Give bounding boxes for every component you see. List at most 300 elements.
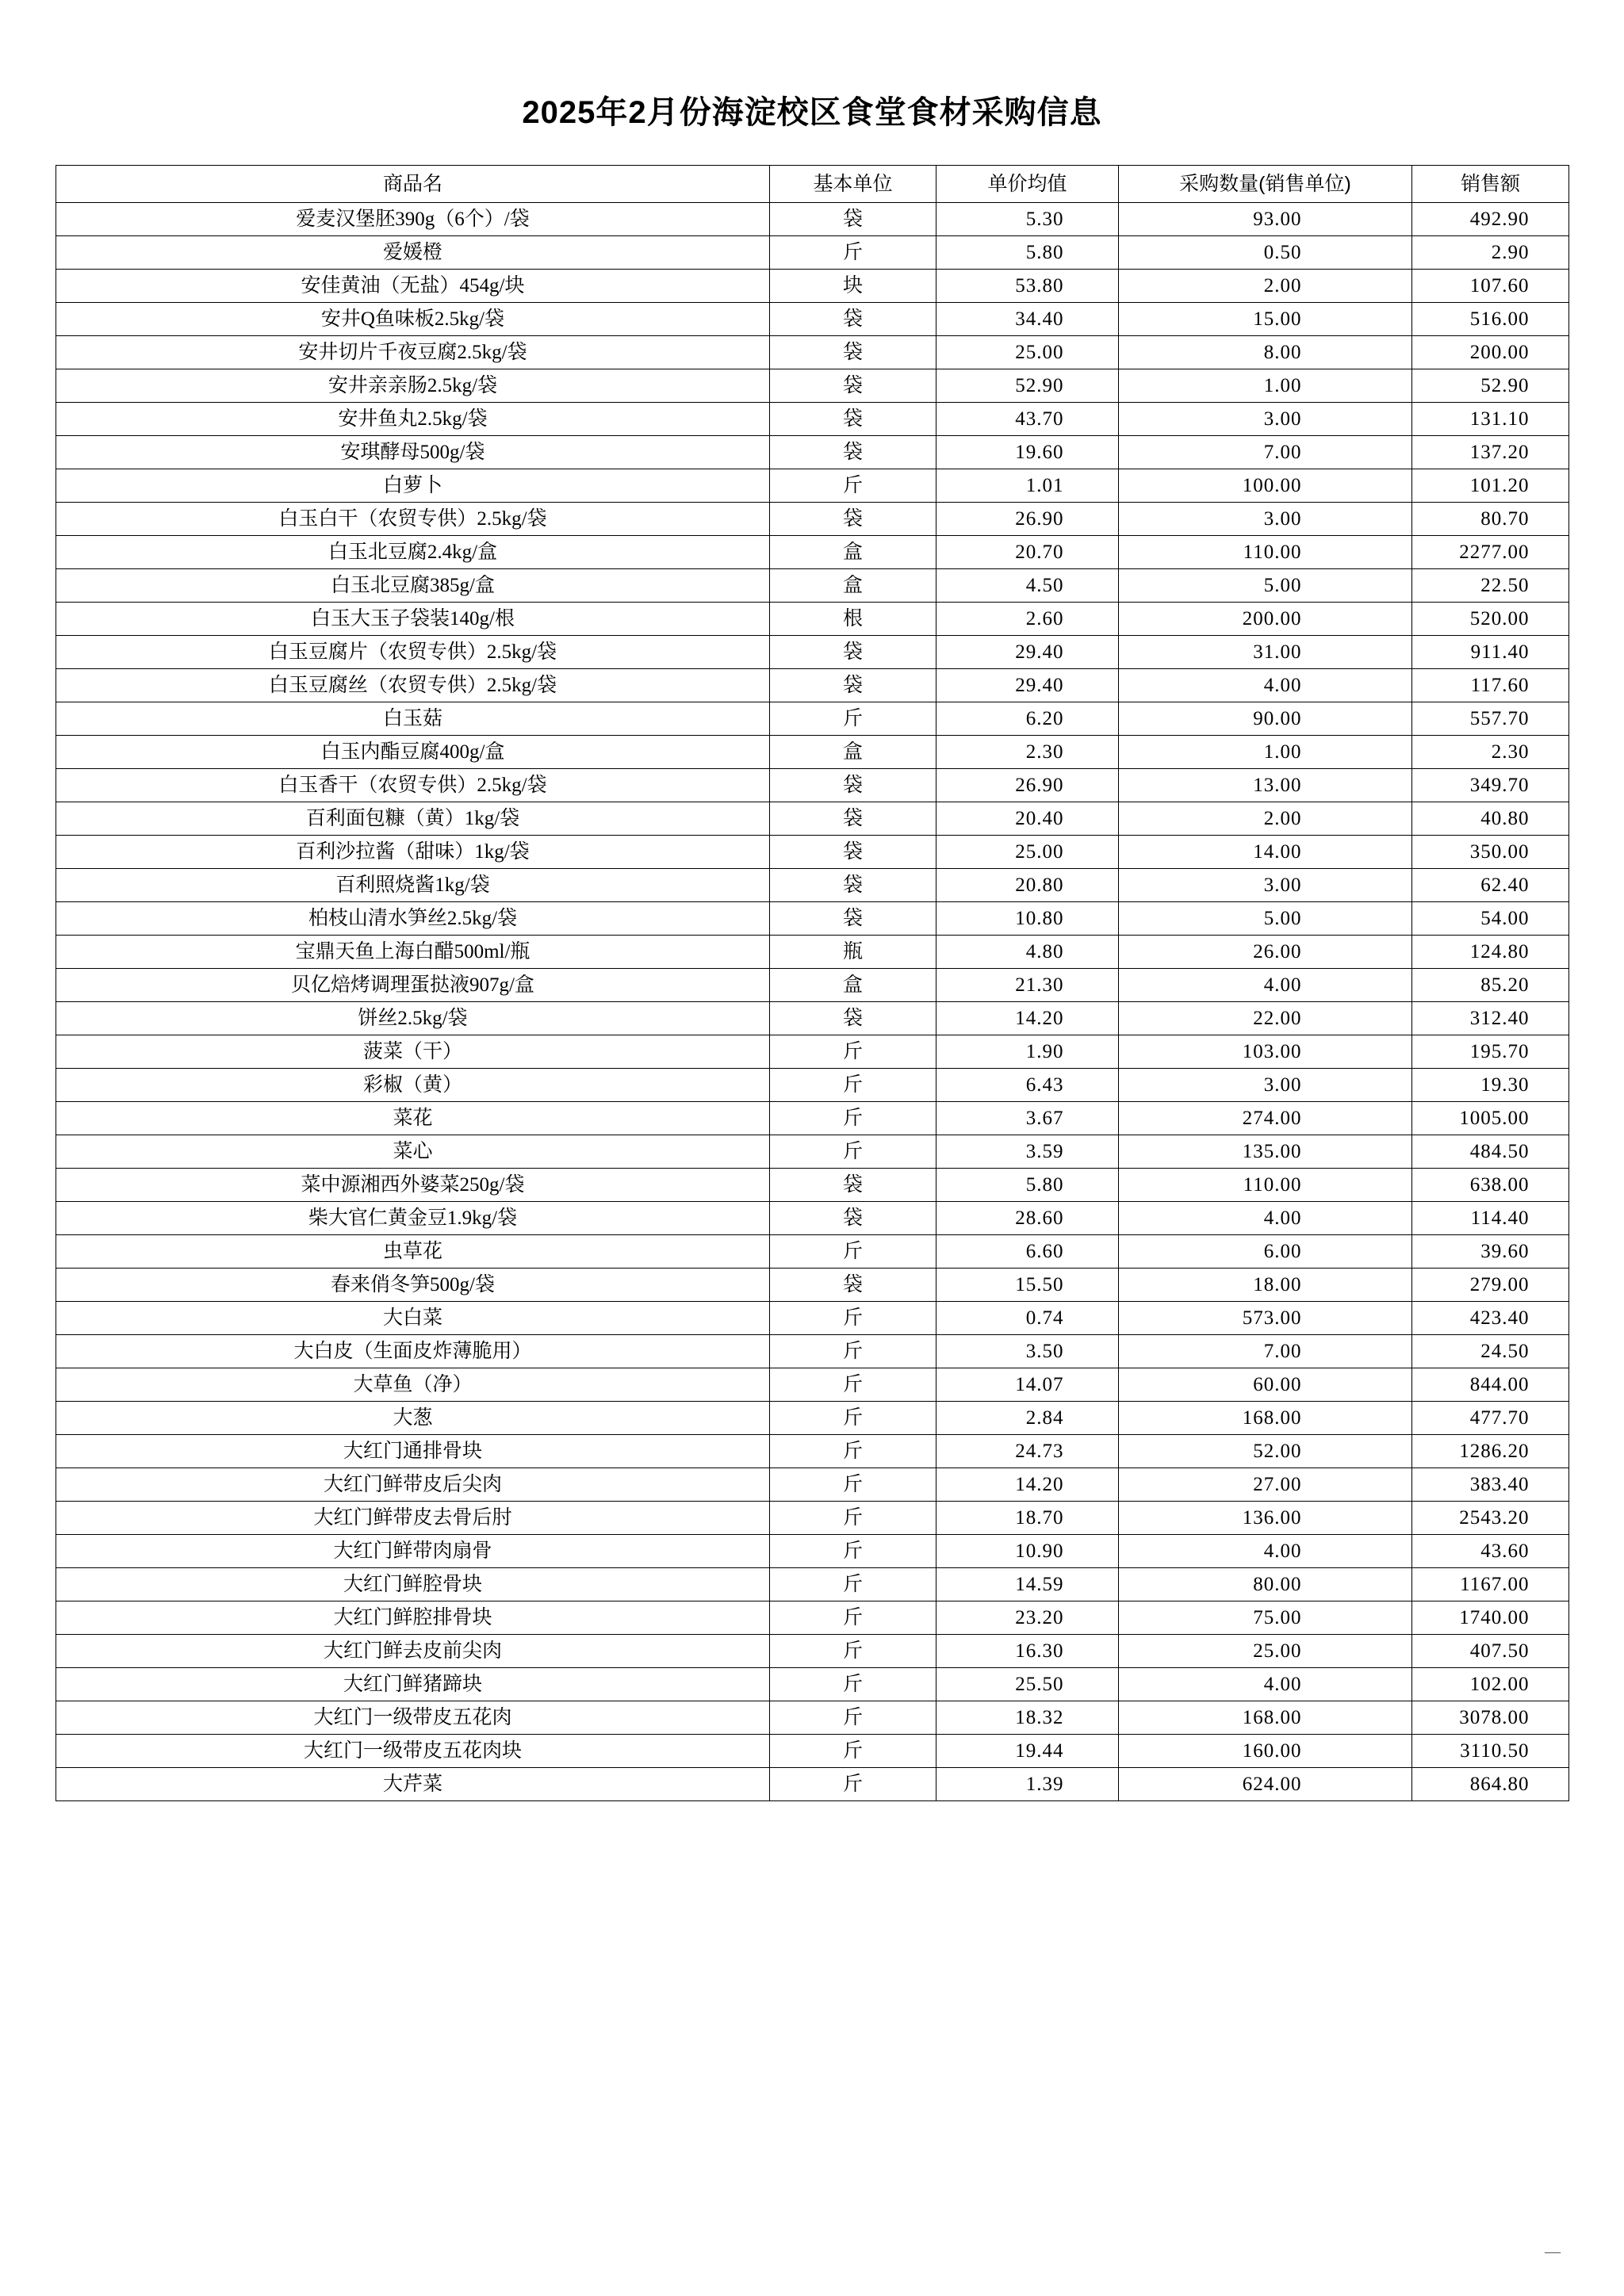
cell-quantity-value: 52.00 bbox=[1253, 1441, 1302, 1462]
table-row bbox=[56, 1035, 1569, 1069]
table-row bbox=[56, 536, 1569, 569]
table-row bbox=[56, 1735, 1569, 1768]
cell-unit: 袋 bbox=[770, 303, 936, 336]
cell-unit: 斤 bbox=[770, 236, 936, 270]
cell-amount-value: 638.00 bbox=[1469, 1174, 1530, 1196]
cell-unit-price bbox=[936, 1335, 1119, 1368]
cell-unit-price bbox=[936, 569, 1119, 603]
cell-amount-value: 1005.00 bbox=[1459, 1108, 1530, 1129]
cell-unit: 斤 bbox=[770, 1768, 936, 1801]
cell-quantity bbox=[1119, 203, 1412, 236]
cell-amount bbox=[1412, 1502, 1569, 1535]
cell-unit-price bbox=[936, 236, 1119, 270]
cell-unit-price bbox=[936, 503, 1119, 536]
cell-quantity-value: 1.00 bbox=[1263, 741, 1302, 763]
cell-unit: 袋 bbox=[770, 1269, 936, 1302]
cell-quantity bbox=[1119, 1035, 1412, 1069]
cell-product-name: 爱麦汉堡胚390g（6个）/袋 bbox=[56, 203, 770, 236]
cell-quantity-value: 100.00 bbox=[1242, 475, 1302, 496]
cell-amount-value: 117.60 bbox=[1470, 675, 1530, 696]
cell-unit: 斤 bbox=[770, 1402, 936, 1435]
cell-amount-value: 2543.20 bbox=[1459, 1507, 1530, 1529]
cell-amount-value: 107.60 bbox=[1469, 275, 1530, 297]
cell-product-name: 白玉北豆腐385g/盒 bbox=[56, 569, 770, 603]
cell-quantity bbox=[1119, 1668, 1412, 1701]
cell-unit-price-value: 1.39 bbox=[1025, 1774, 1064, 1795]
cell-quantity-value: 168.00 bbox=[1242, 1707, 1302, 1728]
page-footer-mark: — bbox=[1545, 2243, 1562, 2260]
cell-quantity-value: 624.00 bbox=[1242, 1774, 1302, 1795]
cell-product-name: 白玉北豆腐2.4kg/盒 bbox=[56, 536, 770, 569]
cell-product-name: 白玉白干（农贸专供）2.5kg/袋 bbox=[56, 503, 770, 536]
cell-unit-price bbox=[936, 336, 1119, 369]
cell-product-name: 大红门鲜猪蹄块 bbox=[56, 1668, 770, 1701]
cell-amount bbox=[1412, 303, 1569, 336]
cell-unit-price bbox=[936, 902, 1119, 936]
cell-product-name: 大红门一级带皮五花肉 bbox=[56, 1701, 770, 1735]
cell-unit: 袋 bbox=[770, 869, 936, 902]
cell-quantity-value: 110.00 bbox=[1243, 1174, 1302, 1196]
cell-quantity-value: 31.00 bbox=[1253, 641, 1302, 663]
cell-unit: 斤 bbox=[770, 1635, 936, 1668]
cell-quantity bbox=[1119, 270, 1412, 303]
cell-quantity-value: 135.00 bbox=[1242, 1141, 1302, 1162]
cell-amount bbox=[1412, 369, 1569, 403]
cell-unit: 斤 bbox=[770, 1701, 936, 1735]
cell-product-name: 大芹菜 bbox=[56, 1768, 770, 1801]
table-row bbox=[56, 1402, 1569, 1435]
cell-amount-value: 911.40 bbox=[1470, 641, 1530, 663]
cell-unit: 斤 bbox=[770, 1235, 936, 1269]
cell-unit-price-value: 28.60 bbox=[1015, 1207, 1064, 1229]
cell-unit: 斤 bbox=[770, 1435, 936, 1468]
table-row bbox=[56, 369, 1569, 403]
cell-quantity bbox=[1119, 603, 1412, 636]
cell-unit-price bbox=[936, 702, 1119, 736]
table-row bbox=[56, 1635, 1569, 1668]
cell-unit-price bbox=[936, 1135, 1119, 1169]
cell-quantity-value: 27.00 bbox=[1253, 1474, 1302, 1495]
cell-quantity bbox=[1119, 1402, 1412, 1435]
cell-amount bbox=[1412, 736, 1569, 769]
cell-product-name: 大红门鲜腔排骨块 bbox=[56, 1601, 770, 1635]
cell-quantity-value: 4.00 bbox=[1263, 1540, 1302, 1562]
table-row bbox=[56, 1435, 1569, 1468]
cell-quantity-value: 160.00 bbox=[1242, 1740, 1302, 1762]
cell-amount-value: 477.70 bbox=[1469, 1407, 1530, 1429]
table-row bbox=[56, 836, 1569, 869]
cell-unit: 盒 bbox=[770, 969, 936, 1002]
cell-amount bbox=[1412, 902, 1569, 936]
cell-amount bbox=[1412, 603, 1569, 636]
cell-unit-price-value: 29.40 bbox=[1015, 641, 1064, 663]
cell-product-name: 安井鱼丸2.5kg/袋 bbox=[56, 403, 770, 436]
cell-amount bbox=[1412, 1568, 1569, 1601]
cell-quantity-value: 5.00 bbox=[1263, 575, 1302, 596]
cell-unit-price-value: 14.20 bbox=[1015, 1008, 1064, 1029]
cell-amount-value: 1740.00 bbox=[1459, 1607, 1530, 1628]
cell-unit-price-value: 20.80 bbox=[1015, 874, 1064, 896]
cell-quantity bbox=[1119, 836, 1412, 869]
cell-amount-value: 520.00 bbox=[1469, 608, 1530, 629]
cell-unit-price-value: 14.07 bbox=[1015, 1374, 1064, 1395]
cell-amount bbox=[1412, 1102, 1569, 1135]
cell-quantity bbox=[1119, 1502, 1412, 1535]
cell-amount-value: 279.00 bbox=[1469, 1274, 1530, 1295]
cell-amount-value: 350.00 bbox=[1469, 841, 1530, 863]
cell-unit-price-value: 6.60 bbox=[1025, 1241, 1064, 1262]
cell-quantity-value: 573.00 bbox=[1242, 1307, 1302, 1329]
cell-product-name: 白玉豆腐丝（农贸专供）2.5kg/袋 bbox=[56, 669, 770, 702]
cell-product-name: 白玉菇 bbox=[56, 702, 770, 736]
cell-amount bbox=[1412, 1435, 1569, 1468]
cell-quantity-value: 14.00 bbox=[1253, 841, 1302, 863]
table-row bbox=[56, 702, 1569, 736]
cell-amount bbox=[1412, 1235, 1569, 1269]
cell-product-name: 安佳黄油（无盐）454g/块 bbox=[56, 270, 770, 303]
cell-quantity bbox=[1119, 1135, 1412, 1169]
cell-amount bbox=[1412, 836, 1569, 869]
cell-unit: 袋 bbox=[770, 636, 936, 669]
cell-amount bbox=[1412, 1601, 1569, 1635]
cell-amount bbox=[1412, 1335, 1569, 1368]
table-row bbox=[56, 1668, 1569, 1701]
cell-unit-price-value: 29.40 bbox=[1015, 675, 1064, 696]
cell-amount bbox=[1412, 1468, 1569, 1502]
table-row bbox=[56, 1202, 1569, 1235]
cell-amount bbox=[1412, 1701, 1569, 1735]
cell-quantity bbox=[1119, 869, 1412, 902]
cell-product-name: 饼丝2.5kg/袋 bbox=[56, 1002, 770, 1035]
cell-amount-value: 383.40 bbox=[1469, 1474, 1530, 1495]
cell-unit-price bbox=[936, 1635, 1119, 1668]
cell-amount-value: 114.40 bbox=[1470, 1207, 1530, 1229]
cell-unit: 袋 bbox=[770, 902, 936, 936]
table-row bbox=[56, 1102, 1569, 1135]
cell-amount-value: 137.20 bbox=[1469, 442, 1530, 463]
cell-unit-price-value: 19.44 bbox=[1015, 1740, 1064, 1762]
column-header-name: 商品名 bbox=[56, 166, 770, 203]
cell-quantity bbox=[1119, 802, 1412, 836]
cell-unit: 袋 bbox=[770, 369, 936, 403]
cell-quantity bbox=[1119, 769, 1412, 802]
cell-unit-price-value: 6.20 bbox=[1025, 708, 1064, 729]
cell-amount-value: 3110.50 bbox=[1460, 1740, 1530, 1762]
cell-amount bbox=[1412, 1069, 1569, 1102]
table-header-row bbox=[56, 166, 1569, 203]
cell-unit-price bbox=[936, 1435, 1119, 1468]
cell-quantity bbox=[1119, 1468, 1412, 1502]
cell-product-name: 彩椒（黄） bbox=[56, 1069, 770, 1102]
purchase-table bbox=[56, 165, 1569, 1801]
cell-quantity-value: 2.00 bbox=[1263, 808, 1302, 829]
cell-quantity-value: 168.00 bbox=[1242, 1407, 1302, 1429]
cell-unit: 袋 bbox=[770, 836, 936, 869]
table-row bbox=[56, 303, 1569, 336]
table-row bbox=[56, 503, 1569, 536]
cell-quantity bbox=[1119, 736, 1412, 769]
cell-quantity bbox=[1119, 1302, 1412, 1335]
cell-unit-price-value: 53.80 bbox=[1015, 275, 1064, 297]
cell-product-name: 爱媛橙 bbox=[56, 236, 770, 270]
cell-quantity-value: 136.00 bbox=[1242, 1507, 1302, 1529]
cell-amount bbox=[1412, 1402, 1569, 1435]
cell-product-name: 宝鼎天鱼上海白醋500ml/瓶 bbox=[56, 936, 770, 969]
cell-product-name: 大红门鲜带皮去骨后肘 bbox=[56, 1502, 770, 1535]
cell-unit: 袋 bbox=[770, 436, 936, 469]
cell-quantity-value: 13.00 bbox=[1253, 775, 1302, 796]
cell-amount-value: 1167.00 bbox=[1460, 1574, 1530, 1595]
cell-unit-price-value: 0.74 bbox=[1025, 1307, 1064, 1329]
cell-unit-price-value: 24.73 bbox=[1015, 1441, 1064, 1462]
cell-unit: 袋 bbox=[770, 203, 936, 236]
cell-unit: 斤 bbox=[770, 1302, 936, 1335]
cell-amount-value: 22.50 bbox=[1480, 575, 1530, 596]
page-title: 2025年2月份海淀校区食堂食材采购信息 bbox=[522, 95, 1102, 130]
cell-unit-price-value: 5.30 bbox=[1025, 209, 1064, 230]
cell-unit-price bbox=[936, 1368, 1119, 1402]
table-row bbox=[56, 469, 1569, 503]
table-row bbox=[56, 669, 1569, 702]
cell-quantity bbox=[1119, 1768, 1412, 1801]
cell-unit: 块 bbox=[770, 270, 936, 303]
cell-quantity bbox=[1119, 303, 1412, 336]
cell-product-name: 大红门鲜腔骨块 bbox=[56, 1568, 770, 1601]
cell-amount-value: 40.80 bbox=[1480, 808, 1530, 829]
cell-quantity-value: 7.00 bbox=[1263, 442, 1302, 463]
cell-unit-price-value: 5.80 bbox=[1025, 1174, 1064, 1196]
cell-unit: 袋 bbox=[770, 1002, 936, 1035]
cell-unit-price-value: 25.00 bbox=[1015, 342, 1064, 363]
cell-unit: 袋 bbox=[770, 336, 936, 369]
cell-unit-price bbox=[936, 636, 1119, 669]
cell-quantity bbox=[1119, 1601, 1412, 1635]
cell-amount-value: 54.00 bbox=[1480, 908, 1530, 929]
cell-amount-value: 52.90 bbox=[1480, 375, 1530, 396]
cell-amount-value: 200.00 bbox=[1469, 342, 1530, 363]
cell-quantity bbox=[1119, 969, 1412, 1002]
cell-product-name: 白玉内酯豆腐400g/盒 bbox=[56, 736, 770, 769]
cell-unit-price-value: 14.20 bbox=[1015, 1474, 1064, 1495]
table-row bbox=[56, 1269, 1569, 1302]
cell-amount-value: 516.00 bbox=[1469, 308, 1530, 330]
cell-quantity bbox=[1119, 1002, 1412, 1035]
table-row bbox=[56, 1468, 1569, 1502]
cell-unit-price-value: 19.60 bbox=[1015, 442, 1064, 463]
cell-quantity-value: 60.00 bbox=[1253, 1374, 1302, 1395]
cell-unit-price-value: 4.50 bbox=[1025, 575, 1064, 596]
table-row bbox=[56, 1169, 1569, 1202]
cell-quantity-value: 15.00 bbox=[1253, 308, 1302, 330]
cell-unit-price bbox=[936, 1701, 1119, 1735]
cell-unit: 盒 bbox=[770, 569, 936, 603]
table-header bbox=[56, 166, 1569, 203]
cell-unit: 袋 bbox=[770, 1169, 936, 1202]
cell-unit-price bbox=[936, 802, 1119, 836]
cell-unit-price-value: 23.20 bbox=[1015, 1607, 1064, 1628]
cell-unit-price bbox=[936, 403, 1119, 436]
cell-unit-price-value: 18.70 bbox=[1015, 1507, 1064, 1529]
cell-unit-price bbox=[936, 369, 1119, 403]
cell-quantity-value: 0.50 bbox=[1263, 242, 1302, 263]
cell-product-name: 菜花 bbox=[56, 1102, 770, 1135]
table-row bbox=[56, 603, 1569, 636]
cell-amount bbox=[1412, 869, 1569, 902]
cell-unit-price bbox=[936, 1235, 1119, 1269]
cell-product-name: 大红门鲜带肉扇骨 bbox=[56, 1535, 770, 1568]
cell-unit-price-value: 25.50 bbox=[1015, 1674, 1064, 1695]
cell-amount bbox=[1412, 1668, 1569, 1701]
cell-unit-price bbox=[936, 436, 1119, 469]
cell-amount bbox=[1412, 1035, 1569, 1069]
cell-unit: 斤 bbox=[770, 469, 936, 503]
cell-amount bbox=[1412, 1735, 1569, 1768]
cell-unit-price bbox=[936, 1002, 1119, 1035]
cell-product-name: 大白皮（生面皮炸薄脆用） bbox=[56, 1335, 770, 1368]
cell-unit: 斤 bbox=[770, 1468, 936, 1502]
cell-product-name: 百利照烧酱1kg/袋 bbox=[56, 869, 770, 902]
cell-product-name: 大红门鲜带皮后尖肉 bbox=[56, 1468, 770, 1502]
cell-unit-price-value: 18.32 bbox=[1015, 1707, 1064, 1728]
cell-product-name: 大葱 bbox=[56, 1402, 770, 1435]
cell-product-name: 虫草花 bbox=[56, 1235, 770, 1269]
cell-unit: 斤 bbox=[770, 1368, 936, 1402]
cell-unit-price bbox=[936, 1502, 1119, 1535]
cell-unit-price bbox=[936, 1735, 1119, 1768]
table-row bbox=[56, 1135, 1569, 1169]
table-row bbox=[56, 1535, 1569, 1568]
cell-amount-value: 844.00 bbox=[1469, 1374, 1530, 1395]
cell-amount bbox=[1412, 469, 1569, 503]
table-row bbox=[56, 869, 1569, 902]
column-header-unit: 基本单位 bbox=[770, 166, 936, 203]
cell-amount bbox=[1412, 802, 1569, 836]
cell-amount bbox=[1412, 936, 1569, 969]
cell-product-name: 菜心 bbox=[56, 1135, 770, 1169]
cell-amount bbox=[1412, 436, 1569, 469]
cell-amount bbox=[1412, 1768, 1569, 1801]
table-row bbox=[56, 802, 1569, 836]
cell-product-name: 大草鱼（净） bbox=[56, 1368, 770, 1402]
cell-unit: 斤 bbox=[770, 702, 936, 736]
cell-amount bbox=[1412, 203, 1569, 236]
cell-quantity-value: 7.00 bbox=[1263, 1341, 1302, 1362]
cell-unit-price-value: 20.40 bbox=[1015, 808, 1064, 829]
cell-unit-price-value: 2.30 bbox=[1025, 741, 1064, 763]
cell-amount-value: 2.90 bbox=[1491, 242, 1530, 263]
cell-unit-price-value: 3.50 bbox=[1025, 1341, 1064, 1362]
cell-product-name: 百利沙拉酱（甜味）1kg/袋 bbox=[56, 836, 770, 869]
cell-unit-price bbox=[936, 270, 1119, 303]
cell-amount-value: 1286.20 bbox=[1459, 1441, 1530, 1462]
cell-unit-price-value: 10.80 bbox=[1015, 908, 1064, 929]
cell-quantity-value: 75.00 bbox=[1253, 1607, 1302, 1628]
cell-quantity-value: 4.00 bbox=[1263, 1674, 1302, 1695]
cell-amount bbox=[1412, 270, 1569, 303]
cell-amount bbox=[1412, 1368, 1569, 1402]
cell-unit: 瓶 bbox=[770, 936, 936, 969]
table-row bbox=[56, 1069, 1569, 1102]
cell-amount-value: 102.00 bbox=[1469, 1674, 1530, 1695]
cell-unit-price-value: 52.90 bbox=[1015, 375, 1064, 396]
cell-unit: 斤 bbox=[770, 1535, 936, 1568]
cell-unit-price bbox=[936, 669, 1119, 702]
cell-unit-price bbox=[936, 1169, 1119, 1202]
cell-quantity bbox=[1119, 1701, 1412, 1735]
cell-amount-value: 101.20 bbox=[1469, 475, 1530, 496]
table-row bbox=[56, 336, 1569, 369]
cell-quantity bbox=[1119, 902, 1412, 936]
cell-amount bbox=[1412, 769, 1569, 802]
cell-unit: 斤 bbox=[770, 1568, 936, 1601]
cell-quantity bbox=[1119, 1535, 1412, 1568]
cell-unit: 斤 bbox=[770, 1035, 936, 1069]
table-row bbox=[56, 1568, 1569, 1601]
cell-amount-value: 124.80 bbox=[1469, 941, 1530, 962]
cell-unit-price-value: 25.00 bbox=[1015, 841, 1064, 863]
cell-product-name: 安井切片千夜豆腐2.5kg/袋 bbox=[56, 336, 770, 369]
cell-unit-price bbox=[936, 469, 1119, 503]
cell-product-name: 安琪酵母500g/袋 bbox=[56, 436, 770, 469]
table-row bbox=[56, 403, 1569, 436]
table-row bbox=[56, 1235, 1569, 1269]
cell-quantity bbox=[1119, 1235, 1412, 1269]
cell-quantity-value: 8.00 bbox=[1263, 342, 1302, 363]
cell-quantity bbox=[1119, 1269, 1412, 1302]
cell-unit-price bbox=[936, 1535, 1119, 1568]
cell-unit: 袋 bbox=[770, 503, 936, 536]
cell-product-name: 白玉豆腐片（农贸专供）2.5kg/袋 bbox=[56, 636, 770, 669]
cell-product-name: 春来俏冬笋500g/袋 bbox=[56, 1269, 770, 1302]
table-row bbox=[56, 1502, 1569, 1535]
cell-quantity-value: 200.00 bbox=[1242, 608, 1302, 629]
cell-unit-price-value: 43.70 bbox=[1015, 408, 1064, 430]
table-row bbox=[56, 1302, 1569, 1335]
cell-amount-value: 423.40 bbox=[1469, 1307, 1530, 1329]
cell-amount-value: 39.60 bbox=[1480, 1241, 1530, 1262]
cell-quantity-value: 22.00 bbox=[1253, 1008, 1302, 1029]
cell-quantity bbox=[1119, 1102, 1412, 1135]
cell-quantity bbox=[1119, 236, 1412, 270]
cell-unit-price bbox=[936, 836, 1119, 869]
cell-unit-price-value: 3.59 bbox=[1025, 1141, 1064, 1162]
table-row bbox=[56, 1368, 1569, 1402]
cell-amount bbox=[1412, 1002, 1569, 1035]
cell-amount bbox=[1412, 969, 1569, 1002]
cell-unit: 斤 bbox=[770, 1335, 936, 1368]
cell-product-name: 百利面包糠（黄）1kg/袋 bbox=[56, 802, 770, 836]
cell-product-name: 白萝卜 bbox=[56, 469, 770, 503]
cell-unit-price bbox=[936, 1402, 1119, 1435]
cell-unit-price bbox=[936, 769, 1119, 802]
cell-unit-price bbox=[936, 1202, 1119, 1235]
cell-quantity bbox=[1119, 1335, 1412, 1368]
cell-product-name: 安井亲亲肠2.5kg/袋 bbox=[56, 369, 770, 403]
cell-amount-value: 3078.00 bbox=[1459, 1707, 1530, 1728]
cell-quantity-value: 274.00 bbox=[1242, 1108, 1302, 1129]
cell-unit-price bbox=[936, 603, 1119, 636]
cell-unit-price bbox=[936, 936, 1119, 969]
cell-quantity-value: 93.00 bbox=[1253, 209, 1302, 230]
table-row bbox=[56, 203, 1569, 236]
cell-quantity bbox=[1119, 936, 1412, 969]
cell-product-name: 柏枝山清水笋丝2.5kg/袋 bbox=[56, 902, 770, 936]
cell-amount bbox=[1412, 1535, 1569, 1568]
cell-amount-value: 195.70 bbox=[1469, 1041, 1530, 1062]
cell-quantity bbox=[1119, 669, 1412, 702]
table-body bbox=[56, 203, 1569, 1801]
cell-product-name: 菜中源湘西外婆菜250g/袋 bbox=[56, 1169, 770, 1202]
